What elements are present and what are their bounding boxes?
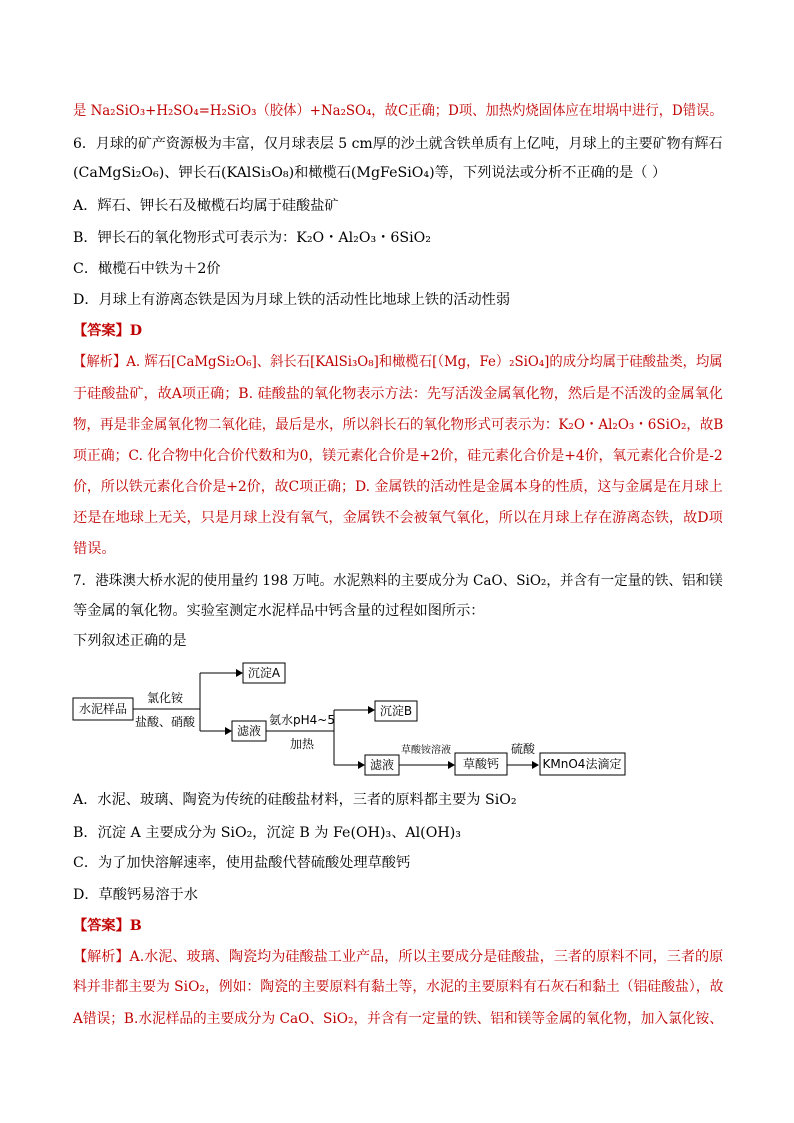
question-6-explanation-line1: 【解析】A. 辉石[CaMgSi₂O₆]、斜长石[KAlSi₃O₈]和橄榄石[（Mg，Fe）₂SiO₄]的成分均属于硅酸盐类，均属 — [73, 354, 723, 370]
question-7-option-c: C．为了加快溶解速率，使用盐酸代替硫酸处理草酸钙 — [73, 855, 411, 871]
question-6-answer: 【答案】D — [73, 323, 143, 339]
flow-label-titration: KMnO4法滴定 — [542, 757, 622, 771]
question-7-stem-line1: 7．港珠澳大桥水泥的使用量约 198 万吨。水泥熟料的主要成分为 CaO、SiO₂，并含有一定量的铁、铝和镁 — [73, 573, 723, 589]
question-7-option-d: D．草酸钙易溶于水 — [73, 887, 198, 903]
flow-arrowhead — [225, 727, 232, 735]
flow-reagent-sulfuric-acid: 硫酸 — [510, 742, 536, 756]
flow-label-calcium-oxalate: 草酸钙 — [462, 757, 500, 771]
text-line: 是 Na₂SiO₃+H₂SO₄=H₂SiO₃（胶体）+Na₂SO₄，故C正确；D项、加热灼烧固体应在坩埚中进行，D错误。 — [73, 103, 723, 119]
question-7-option-a: A．水泥、玻璃、陶瓷为传统的硅酸盐材料，三者的原料都主要为 SiO₂ — [73, 792, 517, 808]
flow-arrowhead — [448, 761, 455, 769]
flow-reagent-ammonium-chloride: 氯化铵 — [146, 691, 184, 705]
flow-label-precipitate-a: 沉淀A — [247, 666, 281, 680]
flow-label-precipitate-b: 沉淀B — [379, 704, 413, 718]
flow-reagent-heat: 加热 — [289, 737, 315, 751]
question-7-stem-line3: 下列叙述正确的是 — [73, 633, 187, 649]
flow-arrowhead — [236, 669, 243, 677]
question-7-option-b: B．沉淀 A 主要成分为 SiO₂，沉淀 B 为 Fe(OH)₃、Al(OH)₃ — [73, 825, 461, 841]
flow-reagent-ammonia: 氨水pH4~5 — [269, 713, 335, 727]
flow-reagent-acids: 盐酸、硝酸 — [134, 715, 196, 729]
question-6-explanation-line7: 错误。 — [73, 541, 116, 557]
question-6-option-a: A．辉石、钾长石及橄榄石均属于硅酸盐矿 — [73, 198, 339, 214]
question-7-explanation-line3: A错误；B.水泥样品的主要成分为 CaO、SiO₂，并含有一定量的铁、铝和镁等金属的氧化物，加入氯化铵、 — [73, 1011, 723, 1027]
question-6-option-b: B．钾长石的氧化物形式可表示为：K₂O・Al₂O₃・6SiO₂ — [73, 230, 431, 246]
process-flow-diagram — [70, 656, 640, 781]
question-6-explanation-line3: 物，再是非金属氧化物二氧化硅，最后是水，所以斜长石的氧化物形式可表示为：K₂O・Al₂O₃・6SiO₂，故B — [73, 417, 724, 433]
question-6-option-d: D．月球上有游离态铁是因为月球上铁的活动性比地球上铁的活动性弱 — [73, 292, 511, 308]
flow-label-filtrate-2: 滤液 — [369, 758, 395, 772]
question-7-answer: 【答案】B — [73, 918, 142, 934]
question-7-explanation-line2: 料并非都主要为 SiO₂，例如：陶瓷的主要原料有黏土等，水泥的主要原料有石灰石和黏土（铝硅酸盐），故 — [73, 979, 724, 995]
question-6-explanation-line5: 价，所以铁元素化合价是+2价，故C项正确；D. 金属铁的活动性是金属本身的性质，这与金属是在月球上 — [73, 479, 723, 495]
flow-reagent-ammonium-oxalate: 草酸铵溶液 — [401, 745, 451, 756]
question-6-explanation-line4: 项正确；C. 化合物中化合价代数和为0，镁元素化合价是+2价，硅元素化合价是+4价，氧元素化合价是-2 — [73, 448, 723, 464]
flow-arrowhead — [358, 761, 365, 769]
flow-arrowhead — [532, 761, 539, 769]
question-7-explanation-line1: 【解析】A.水泥、玻璃、陶瓷均为硅酸盐工业产品，所以主要成分是硅酸盐，三者的原料不同，三者的原 — [73, 949, 724, 965]
flow-arrowhead — [368, 706, 375, 714]
question-7-stem-line2: 等金属的氧化物。实验室测定水泥样品中钙含量的过程如图所示： — [73, 603, 485, 619]
question-6-stem-line2: (CaMgSi₂O₆)、钾长石(KAlSi₃O₈)和橄榄石(MgFeSiO₄)等，下列说法或分析不正确的是（ ） — [73, 165, 667, 181]
flow-label-filtrate-1: 滤液 — [236, 724, 262, 738]
question-6-option-c: C．橄榄石中铁为＋2价 — [73, 261, 221, 277]
question-6-explanation-line6: 还是在地球上无关，只是月球上没有氧气，金属铁不会被氧气氧化，所以在月球上存在游离态铁，故D项 — [73, 510, 723, 526]
flow-label-sample: 水泥样品 — [78, 702, 128, 716]
question-6-explanation-line2: 于硅酸盐矿，故A项正确；B. 硅酸盐的氧化物表示方法：先写活泼金属氧化物，然后是不活泼的金属氧化 — [73, 386, 723, 402]
question-6-stem-line1: 6．月球的矿产资源极为丰富，仅月球表层 5 cm厚的沙土就含铁单质有上亿吨，月球上的主要矿物有辉石 — [73, 136, 723, 152]
